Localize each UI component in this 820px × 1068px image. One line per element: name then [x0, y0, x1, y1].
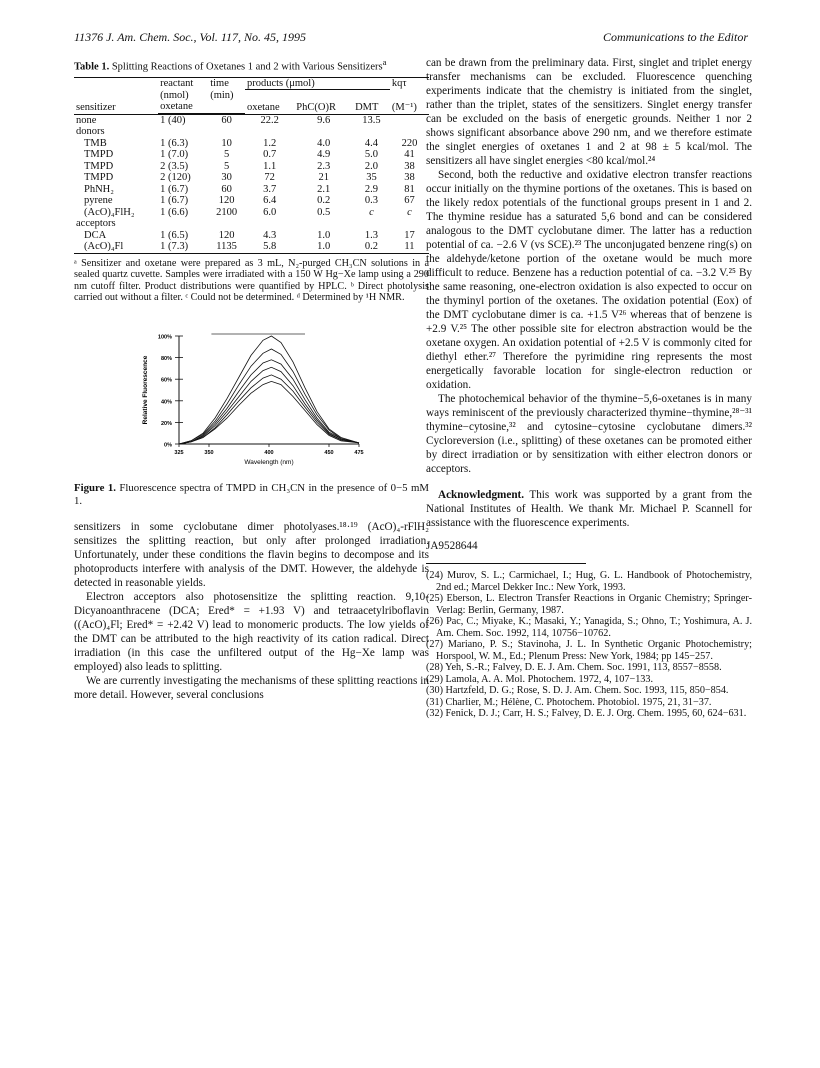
cell-phcor: 9.6 [317, 114, 331, 126]
reference-item: (25) Eberson, L. Electron Transfer Reactions in Organic Chemistry; Springer-Verlag: Berlin, Germany, 1987. [426, 593, 752, 616]
acknowledgment-label: Acknowledgment. [438, 489, 525, 501]
reference-item: (24) Murov, S. L.; Carmichael, I.; Hug, G. L. Handbook of Photochemistry, 2nd ed.; Marcel Dekker Inc.: New York, 1993. [426, 570, 752, 593]
cell-oxetane: 0.7 [263, 149, 277, 160]
cell-reactant: 1 (7.3) [160, 241, 189, 252]
cell-reactant [158, 218, 208, 230]
cell-dmt: 5.0 [364, 149, 379, 160]
spectrum-line [179, 336, 359, 444]
cell-phcor: 2.1 [317, 183, 331, 195]
cell-phcor [294, 218, 353, 230]
cell-dmt: 2.0 [364, 160, 379, 172]
cell-kq: 38 [404, 172, 415, 183]
col-products: products (μmol) [245, 77, 390, 90]
left-column [74, 56, 429, 702]
cell-sensitizer: none [76, 114, 97, 126]
cell-oxetane [245, 218, 294, 230]
cell-sensitizer: (AcO)₄FlH₂ [84, 206, 135, 218]
table-caption [74, 56, 429, 74]
cell-phcor: 2.3 [317, 160, 331, 172]
col-time-l2: (min) [210, 89, 234, 101]
left-paragraph-3: We are currently investigating the mechanisms of these splitting reactions in more detail. However, several conclusions [74, 674, 429, 701]
cell-oxetane: 6.4 [263, 195, 277, 206]
cell-reactant: 2 (3.5) [160, 160, 189, 172]
left-paragraph-1: sensitizers in some cyclobutane dimer photolyases.¹⁸·¹⁹ (AcO)₄-rFlH₂ sensitizes the splitting reaction, but only after prolonged irradiation. Unfortunately, under these conditions the flavin begins to decompose and its photoproducts interfere with analysis of the DMT. However, the aldehyde is detected in reasonable yields. [74, 520, 429, 589]
cell-time [208, 126, 245, 138]
x-tick-label: 400 [264, 449, 274, 456]
cell-time: 120 [218, 229, 235, 241]
running-header-right: Communications to the Editor [603, 30, 748, 44]
cell-phcor: 1.0 [317, 229, 331, 241]
col-p-phcor: PhC(O)R [296, 101, 336, 113]
col-reactant-l3: oxetane [158, 101, 208, 113]
cell-dmt: 4.4 [364, 137, 379, 149]
x-tick-label: 325 [174, 449, 184, 456]
table-row [74, 184, 429, 196]
figure-caption [74, 482, 429, 508]
cell-sensitizer: TMPD [84, 149, 114, 160]
cell-kq [390, 114, 429, 126]
reference-item: (27) Mariano, P. S.; Stavinoha, J. L. In Synthetic Organic Photochemistry; Horspool, W. M., Ed.; Plenum Press: New York, 1984; pp 145−257. [426, 639, 752, 662]
cell-reactant: 1 (6.6) [160, 206, 189, 218]
cell-dmt: 13.5 [362, 114, 381, 126]
cell-oxetane: 6.0 [263, 206, 277, 218]
y-tick-label: 60% [160, 377, 172, 384]
table-footnotes: ᵃ Sensitizer and oxetane were prepared as 3 mL, N₂-purged CH₃CN solutions in a sealed quartz cuvette. Samples were irradiated with a 150 W Hg−Xe lamp using a 290 nm cutoff filter. Product distributions were quantified by HPLC. ᵇ Direct photolysis carried out without a filter. ᶜ Could not be determined. ᵈ Determined by ¹H NMR. [74, 257, 429, 303]
cell-time: 120 [218, 195, 235, 206]
cell-reactant: 1 (40) [160, 114, 186, 126]
cell-sensitizer: PhNH₂ [84, 183, 114, 195]
table-bottom-rule [74, 253, 429, 255]
cell-time: 2100 [216, 206, 238, 218]
cell-reactant: 1 (6.7) [160, 183, 189, 195]
cell-time: 60 [221, 183, 232, 195]
cell-phcor: 4.0 [317, 137, 331, 149]
reference-item: (28) Yeh, S.-R.; Falvey, D. E. J. Am. Chem. Soc. 1991, 113, 8557−8558. [426, 662, 722, 673]
x-tick-label: 350 [204, 449, 214, 456]
cell-kq: c [407, 206, 412, 218]
table-row [74, 161, 429, 173]
cell-phcor: 1.0 [317, 241, 331, 252]
cell-sensitizer: TMB [84, 137, 107, 149]
table-row [74, 207, 429, 219]
cell-time: 30 [221, 172, 232, 183]
y-tick-label: 0% [164, 442, 172, 448]
x-tick-label: 475 [354, 449, 364, 456]
col-kq-unit: (M⁻¹) [391, 101, 417, 113]
cell-time: 5 [223, 160, 230, 172]
table-row [74, 126, 429, 138]
cell-sensitizer: (AcO)₄Fl [84, 241, 124, 252]
cell-reactant: 1 (6.7) [160, 195, 189, 206]
cell-kq [390, 126, 429, 138]
cell-oxetane: 4.3 [263, 229, 277, 241]
cell-oxetane: 22.2 [260, 114, 279, 126]
journal-code: JA9528644 [426, 540, 478, 552]
col-reactant-l2: (nmol) [160, 89, 189, 101]
cell-dmt: 35 [366, 172, 377, 183]
col-time-blank [208, 101, 245, 113]
table-row [74, 114, 429, 126]
table-row [74, 230, 429, 242]
cell-reactant: 1 (7.0) [160, 149, 189, 160]
table-row [74, 218, 429, 230]
cell-kq: 38 [404, 160, 415, 172]
cell-sensitizer: DCA [84, 229, 107, 241]
table-row [74, 172, 429, 184]
y-axis-label: Relative Fluorescence [142, 355, 149, 424]
y-tick-label: 40% [160, 398, 172, 405]
cell-dmt: 0.3 [364, 195, 379, 206]
cell-kq: 220 [401, 137, 418, 149]
right-paragraph-3: The photochemical behavior of the thymine−5,6-oxetanes is in many ways reminiscent of the previously characterized thymine−thymine,²⁸⁻³¹ thymine−cytosine,³² and cytosine−cytosine cyclobutane dimers.³² Cycloreversion (i.e., splitting) of these oxetanes can be promoted either by direct irradiation or by sensitization with either electron donors or acceptors. [426, 393, 752, 475]
y-tick-label: 20% [160, 420, 172, 427]
cell-dmt [353, 218, 390, 230]
y-tick-label: 100% [157, 334, 172, 340]
cell-phcor: 4.9 [317, 149, 331, 160]
cell-time: 60 [221, 114, 232, 126]
cell-reactant: 2 (120) [160, 172, 191, 183]
cell-time: 1135 [216, 241, 237, 252]
col-sensitizer: sensitizer [76, 101, 116, 113]
cell-sensitizer: pyrene [84, 195, 113, 206]
cell-kq: 81 [404, 183, 415, 195]
cell-phcor: 0.5 [317, 206, 331, 218]
cell-phcor [294, 126, 353, 138]
cell-reactant: 1 (6.3) [160, 137, 189, 149]
cell-oxetane: 72 [264, 172, 275, 183]
cell-kq: 67 [404, 195, 415, 206]
reference-item: (29) Lamola, A. A. Mol. Photochem. 1972, 4, 107−133. [426, 673, 654, 685]
cell-reactant: 1 (6.5) [160, 229, 189, 241]
fluorescence-chart [74, 326, 429, 476]
table-row [74, 138, 429, 150]
col-reactant-l1: reactant [160, 78, 194, 89]
cell-sensitizer: TMPD [84, 160, 114, 172]
col-kq: kqτ [391, 78, 407, 89]
cell-reactant [158, 126, 208, 138]
left-paragraph-2: Electron acceptors also photosensitize the splitting reaction. 9,10-Dicyanoanthracene (DCA; Ered* = +1.93 V) and tetraacetylriboflavin ((AcO)₄Fl; Ered* = +2.42 V) lead to monomeric products. The low yields of the DMT can be attributed to the high reactivity of its cation radical. Direct irradiation (in this case the unfiltered output of the Hg−Xe lamp was employed) also leads to splitting. [74, 590, 429, 673]
col-time-l1: time [210, 78, 229, 89]
references-list [426, 570, 752, 720]
cell-sensitizer: acceptors [76, 218, 116, 229]
cell-dmt: 1.3 [364, 229, 379, 241]
cell-oxetane: 5.8 [263, 241, 277, 252]
references-rule [426, 563, 586, 564]
cell-oxetane [245, 126, 294, 138]
cell-dmt: 0.2 [364, 241, 379, 252]
acknowledgment-text: This work was supported by a grant from the National Institutes of Health. We thank Mr. Michael P. Scannell for assistance with the fluorescence experiments. [426, 489, 752, 529]
cell-phcor: 0.2 [317, 195, 331, 206]
table-row [74, 149, 429, 161]
acknowledgment [426, 488, 752, 530]
cell-oxetane: 1.2 [263, 137, 277, 149]
table-caption-text: Splitting Reactions of Oxetanes 1 and 2 with Various Sensitizers [111, 61, 383, 73]
table-row [74, 195, 429, 207]
right-paragraph-1: can be drawn from the preliminary data. First, singlet and triplet energy transfer mechanisms can be excluded. Fluorescence quenching experiments indicate that the chemistry is initiated from the singlet, rather than the triplet, states of the sensitizers. Singlet energy transfer can be excluded on the basis of energetic grounds. Neither 1 nor 2 shows significant absorbance above 290 nm, and we therefore estimate the singlet energies of oxetanes 1 and 2 at 98 ± 5 kcal/mol. The sensitizers all have singlet energies <80 kcal/mol.²⁴ [426, 57, 752, 167]
data-table [74, 77, 429, 255]
cell-sensitizer: donors [76, 126, 105, 137]
cell-dmt [353, 126, 390, 138]
cell-time: 10 [221, 137, 232, 149]
cell-kq: 41 [404, 149, 415, 160]
cell-dmt: c [369, 206, 374, 218]
col-p-oxetane: oxetane [246, 101, 280, 113]
cell-oxetane: 3.7 [263, 183, 277, 195]
reference-item: (31) Charlier, M.; Hélène, C. Photochem. Photobiol. 1975, 21, 31−37. [426, 696, 712, 708]
table-row [74, 241, 429, 253]
figure-caption-text: Fluorescence spectra of TMPD in CH₃CN in the presence of 0−5 mM 1. [74, 481, 430, 507]
col-p-dmt: DMT [355, 101, 379, 113]
cell-kq: 17 [404, 229, 415, 241]
table-body [74, 114, 429, 253]
right-paragraph-2: Second, both the reductive and oxidative electron transfer reactions occur initially on the thymine portions of the oxetanes. This is based on the likely redox potentials of the functional groups present in 1 and 2. The thymine residue has a saturated 5,6 bond and can be considered analogous to the DMT cyclobutane dimer. The latter has a reduction potential of ca. −2.6 V (vs SCE).²³ The unconjugated benzene ring(s) on the aldehyde/ketone portion of the oxetane would be much more difficult to reduce. Benzene has a reduction potential of ca. −3.2 V.²⁵ By the same reasoning, one-electron oxidation is also expected to occur on the thyminyl portion of the oxetanes. The oxidation potential (Eox) of the DMT cyclobutane dimer is ca. +1.5 V²⁶ whereas that of benzene is +2.9 V.²⁵ The other possible site for electron abstraction would be the oxetane oxygen. An oxidation potential of +2.5 V is commonly cited for diethyl ether.²⁷ Therefore the pyrimidine ring represents the most energetically favorable location for single-electron reduction or oxidation. [426, 169, 752, 391]
cell-kq [390, 218, 429, 230]
right-column [426, 56, 752, 720]
reference-item: (26) Pac, C.; Miyake, K.; Masaki, Y.; Yanagida, S.; Ohno, T.; Yoshimura, A. J. Am. Chem. Soc. 1992, 114, 10756−10762. [426, 616, 752, 639]
figure-1 [74, 326, 429, 476]
table-caption-note: a [382, 57, 387, 67]
table-label: Table 1. [74, 61, 110, 73]
reference-item: (32) Fenick, D. J.; Carr, H. S.; Falvey, D. E. J. Org. Chem. 1995, 60, 624−631. [426, 708, 747, 719]
x-axis-label: Wavelength (nm) [244, 458, 294, 466]
x-tick-label: 450 [324, 449, 334, 456]
cell-sensitizer: TMPD [84, 172, 114, 183]
figure-label: Figure 1. [74, 481, 116, 494]
cell-time: 5 [223, 149, 230, 160]
cell-dmt: 2.9 [364, 183, 379, 195]
cell-time [208, 218, 245, 230]
cell-phcor: 21 [318, 172, 329, 183]
reference-item: (30) Hartzfeld, D. G.; Rose, S. D. J. Am. Chem. Soc. 1993, 115, 850−854. [426, 685, 729, 696]
cell-oxetane: 1.1 [263, 160, 277, 172]
cell-kq: 11 [404, 241, 415, 252]
y-tick-label: 80% [160, 355, 172, 362]
running-header-left: 11376 J. Am. Chem. Soc., Vol. 117, No. 45, 1995 [74, 30, 306, 44]
